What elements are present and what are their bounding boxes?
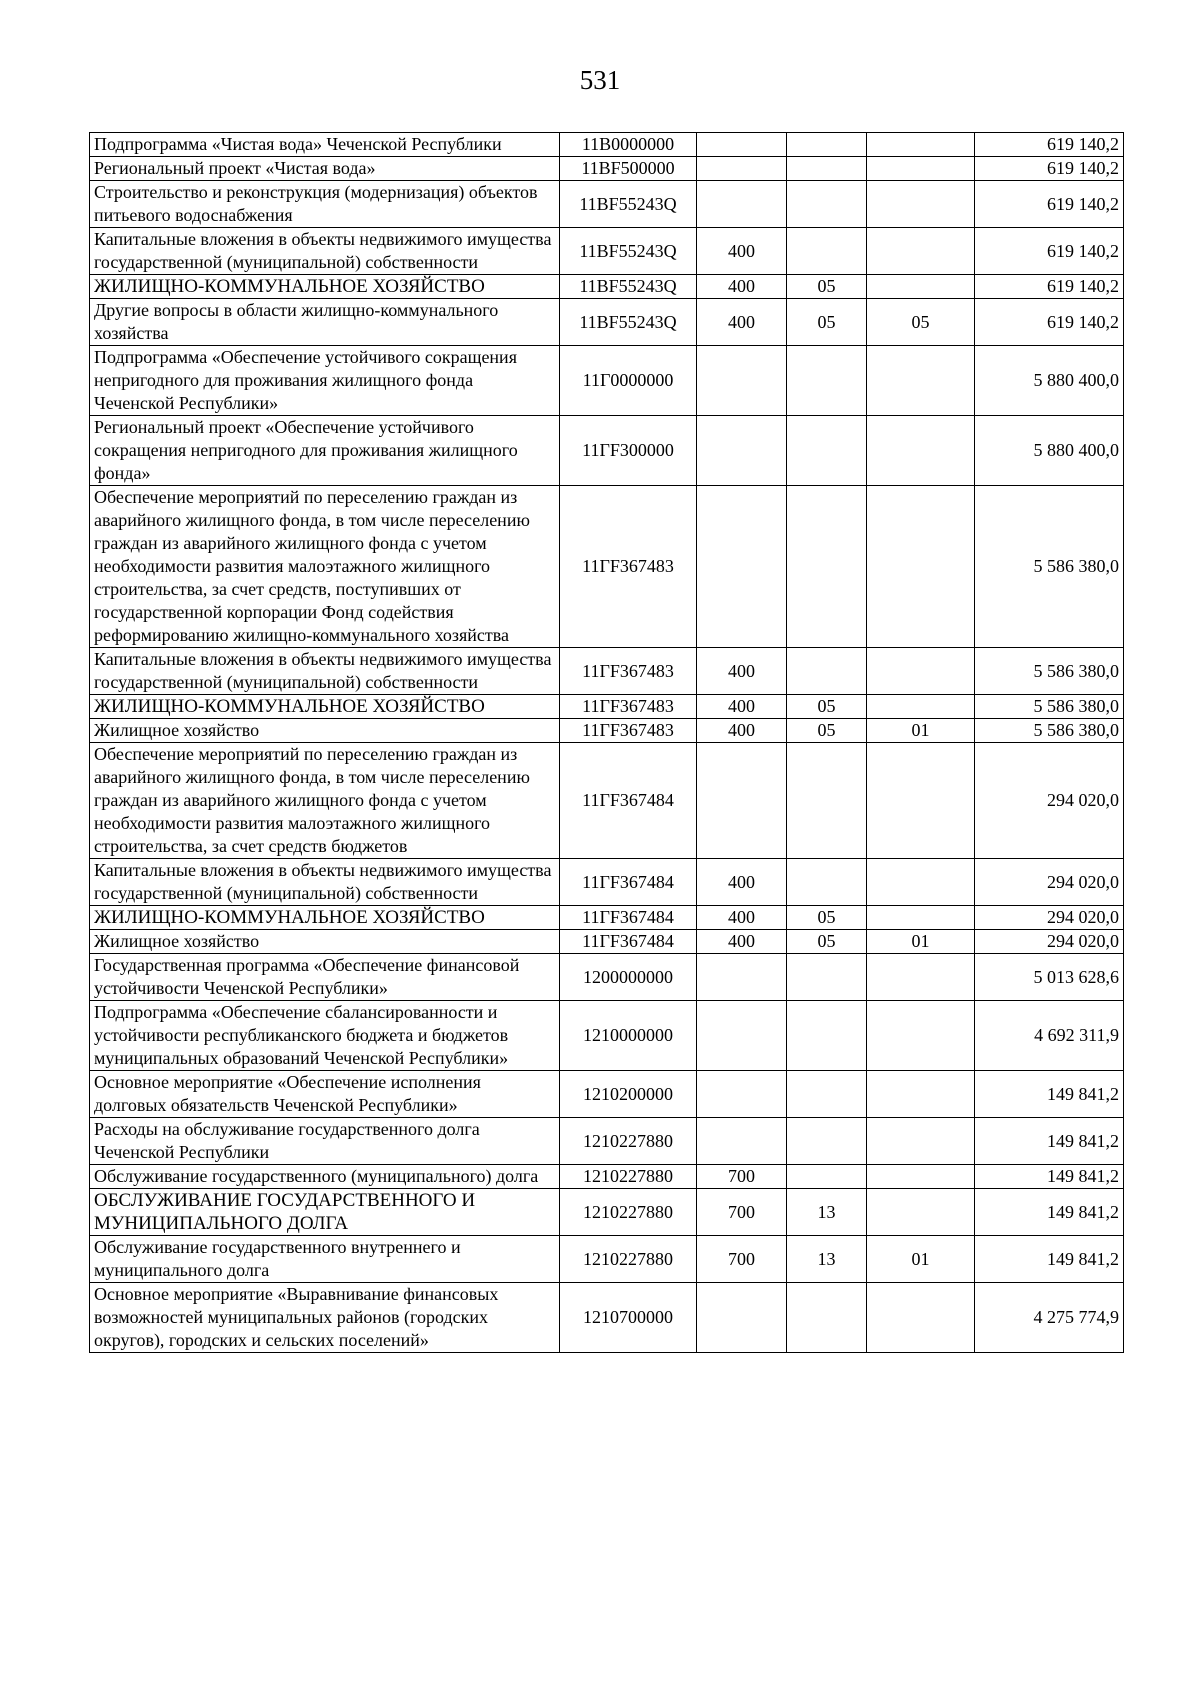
row-subsection-cell	[867, 1001, 975, 1071]
row-subsection-cell	[867, 1189, 975, 1236]
row-amount-cell: 5 586 380,0	[975, 648, 1124, 695]
row-expense-type-cell: 400	[697, 930, 787, 954]
row-code-cell: 1210227880	[560, 1236, 697, 1283]
table-row	[90, 133, 1124, 157]
row-subsection-cell: 01	[867, 1236, 975, 1283]
row-expense-type-cell	[697, 181, 787, 228]
table-row	[90, 954, 1124, 1001]
row-name-cell: Капитальные вложения в объекты недвижимого имущества государственной (муниципальной) собственности	[90, 228, 560, 275]
row-subsection-cell	[867, 954, 975, 1001]
row-subsection-cell	[867, 743, 975, 859]
row-expense-type-cell	[697, 1118, 787, 1165]
row-code-cell: 1210227880	[560, 1165, 697, 1189]
row-code-cell: 11ВF55243Q	[560, 228, 697, 275]
row-expense-type-cell	[697, 157, 787, 181]
row-section-cell: 13	[787, 1189, 867, 1236]
table-row	[90, 743, 1124, 859]
table-row	[90, 1283, 1124, 1353]
row-subsection-cell	[867, 346, 975, 416]
row-section-cell: 05	[787, 695, 867, 719]
row-amount-cell: 294 020,0	[975, 743, 1124, 859]
row-name-cell: Основное мероприятие «Выравнивание финансовых возможностей муниципальных районов (городских округов), городских и сельских поселений»	[90, 1283, 560, 1353]
table-row	[90, 1001, 1124, 1071]
budget-table-body	[90, 133, 1124, 1353]
row-expense-type-cell	[697, 416, 787, 486]
row-amount-cell: 619 140,2	[975, 228, 1124, 275]
table-row	[90, 906, 1124, 930]
table-row	[90, 486, 1124, 648]
row-name-cell: Государственная программа «Обеспечение финансовой устойчивости Чеченской Республики»	[90, 954, 560, 1001]
row-code-cell: 11В0000000	[560, 133, 697, 157]
row-code-cell: 11ГF367484	[560, 906, 697, 930]
table-row	[90, 859, 1124, 906]
row-expense-type-cell: 700	[697, 1165, 787, 1189]
row-subsection-cell	[867, 181, 975, 228]
row-expense-type-cell	[697, 346, 787, 416]
row-section-cell: 05	[787, 906, 867, 930]
row-name-cell: Жилищное хозяйство	[90, 930, 560, 954]
row-amount-cell: 149 841,2	[975, 1236, 1124, 1283]
row-amount-cell: 294 020,0	[975, 906, 1124, 930]
row-name-cell: Подпрограмма «Обеспечение устойчивого сокращения непригодного для проживания жилищного фонда Чеченской Республики»	[90, 346, 560, 416]
table-row	[90, 1118, 1124, 1165]
row-code-cell: 1210227880	[560, 1189, 697, 1236]
row-code-cell: 11ГF367483	[560, 719, 697, 743]
row-name-cell: Региональный проект «Обеспечение устойчивого сокращения непригодного для проживания жилищного фонда»	[90, 416, 560, 486]
row-section-cell: 13	[787, 1236, 867, 1283]
row-code-cell: 11ГF300000	[560, 416, 697, 486]
row-subsection-cell: 05	[867, 299, 975, 346]
row-amount-cell: 149 841,2	[975, 1071, 1124, 1118]
row-name-cell: Обеспечение мероприятий по переселению граждан из аварийного жилищного фонда, в том числе переселению граждан из аварийного жилищного фонда с учетом необходимости развития малоэтажного жилищного строительства, за счет средств, поступивших от государственной корпорации Фонд содействия реформированию жилищно-коммунального хозяйства	[90, 486, 560, 648]
row-code-cell: 11Г0000000	[560, 346, 697, 416]
row-expense-type-cell	[697, 486, 787, 648]
row-name-cell: Капитальные вложения в объекты недвижимого имущества государственной (муниципальной) собственности	[90, 648, 560, 695]
row-expense-type-cell	[697, 1071, 787, 1118]
row-amount-cell: 5 880 400,0	[975, 346, 1124, 416]
row-expense-type-cell: 400	[697, 859, 787, 906]
row-code-cell: 11ГF367484	[560, 859, 697, 906]
row-amount-cell: 5 586 380,0	[975, 486, 1124, 648]
table-row	[90, 157, 1124, 181]
row-code-cell: 11ГF367483	[560, 486, 697, 648]
row-name-cell: ЖИЛИЩНО-КОММУНАЛЬНОЕ ХОЗЯЙСТВО	[90, 906, 560, 930]
row-expense-type-cell: 400	[697, 648, 787, 695]
row-subsection-cell	[867, 695, 975, 719]
row-subsection-cell	[867, 157, 975, 181]
row-expense-type-cell	[697, 954, 787, 1001]
row-name-cell: Подпрограмма «Обеспечение сбалансированности и устойчивости республиканского бюджета и бюджетов муниципальных образований Чеченской Республики»	[90, 1001, 560, 1071]
row-section-cell	[787, 486, 867, 648]
row-expense-type-cell	[697, 1283, 787, 1353]
row-amount-cell: 149 841,2	[975, 1118, 1124, 1165]
row-amount-cell: 5 880 400,0	[975, 416, 1124, 486]
row-code-cell: 11ГF367484	[560, 930, 697, 954]
page-number: 531	[579, 65, 621, 95]
table-row	[90, 648, 1124, 695]
row-section-cell	[787, 859, 867, 906]
row-amount-cell: 294 020,0	[975, 859, 1124, 906]
table-row	[90, 695, 1124, 719]
row-code-cell: 1210000000	[560, 1001, 697, 1071]
row-amount-cell: 5 586 380,0	[975, 719, 1124, 743]
row-subsection-cell	[867, 228, 975, 275]
row-subsection-cell: 01	[867, 719, 975, 743]
row-amount-cell: 619 140,2	[975, 275, 1124, 299]
row-subsection-cell	[867, 1118, 975, 1165]
table-row	[90, 416, 1124, 486]
row-section-cell: 05	[787, 930, 867, 954]
row-subsection-cell	[867, 416, 975, 486]
row-amount-cell: 4 275 774,9	[975, 1283, 1124, 1353]
row-section-cell	[787, 743, 867, 859]
row-subsection-cell	[867, 486, 975, 648]
row-subsection-cell	[867, 906, 975, 930]
row-subsection-cell	[867, 275, 975, 299]
row-expense-type-cell: 400	[697, 906, 787, 930]
row-code-cell: 11ВF55243Q	[560, 275, 697, 299]
row-expense-type-cell	[697, 1001, 787, 1071]
row-name-cell: Обеспечение мероприятий по переселению граждан из аварийного жилищного фонда, в том числе переселению граждан из аварийного жилищного фонда с учетом необходимости развития малоэтажного жилищного строительства, за счет средств бюджетов	[90, 743, 560, 859]
row-name-cell: Жилищное хозяйство	[90, 719, 560, 743]
row-code-cell: 1210227880	[560, 1118, 697, 1165]
row-amount-cell: 4 692 311,9	[975, 1001, 1124, 1071]
row-amount-cell: 619 140,2	[975, 157, 1124, 181]
row-expense-type-cell: 400	[697, 719, 787, 743]
row-name-cell: Строительство и реконструкция (модернизация) объектов питьевого водоснабжения	[90, 181, 560, 228]
row-amount-cell: 294 020,0	[975, 930, 1124, 954]
row-name-cell: ЖИЛИЩНО-КОММУНАЛЬНОЕ ХОЗЯЙСТВО	[90, 695, 560, 719]
table-row	[90, 228, 1124, 275]
table-row	[90, 930, 1124, 954]
row-section-cell	[787, 1283, 867, 1353]
row-name-cell: Подпрограмма «Чистая вода» Чеченской Республики	[90, 133, 560, 157]
row-subsection-cell	[867, 1283, 975, 1353]
row-amount-cell: 149 841,2	[975, 1165, 1124, 1189]
row-name-cell: Региональный проект «Чистая вода»	[90, 157, 560, 181]
table-row	[90, 181, 1124, 228]
row-section-cell	[787, 1001, 867, 1071]
row-name-cell: ЖИЛИЩНО-КОММУНАЛЬНОЕ ХОЗЯЙСТВО	[90, 275, 560, 299]
row-name-cell: Другие вопросы в области жилищно-коммунального хозяйства	[90, 299, 560, 346]
row-amount-cell: 149 841,2	[975, 1189, 1124, 1236]
table-row	[90, 1189, 1124, 1236]
row-code-cell: 11ВF55243Q	[560, 181, 697, 228]
row-expense-type-cell: 700	[697, 1236, 787, 1283]
table-row	[90, 1236, 1124, 1283]
row-section-cell	[787, 416, 867, 486]
row-code-cell: 1210200000	[560, 1071, 697, 1118]
row-expense-type-cell	[697, 743, 787, 859]
row-code-cell: 11ВF500000	[560, 157, 697, 181]
row-code-cell: 11ВF55243Q	[560, 299, 697, 346]
row-section-cell	[787, 181, 867, 228]
row-section-cell: 05	[787, 719, 867, 743]
table-row	[90, 1165, 1124, 1189]
row-section-cell: 05	[787, 275, 867, 299]
row-subsection-cell	[867, 133, 975, 157]
row-amount-cell: 619 140,2	[975, 133, 1124, 157]
row-name-cell: Капитальные вложения в объекты недвижимого имущества государственной (муниципальной) собственности	[90, 859, 560, 906]
row-section-cell	[787, 648, 867, 695]
row-subsection-cell: 01	[867, 930, 975, 954]
row-name-cell: Обслуживание государственного внутреннего и муниципального долга	[90, 1236, 560, 1283]
row-amount-cell: 5 013 628,6	[975, 954, 1124, 1001]
budget-table	[89, 132, 1124, 1353]
table-row	[90, 275, 1124, 299]
row-code-cell: 1210700000	[560, 1283, 697, 1353]
row-name-cell: Обслуживание государственного (муниципального) долга	[90, 1165, 560, 1189]
row-code-cell: 11ГF367484	[560, 743, 697, 859]
row-expense-type-cell: 400	[697, 275, 787, 299]
row-amount-cell: 5 586 380,0	[975, 695, 1124, 719]
table-row	[90, 1071, 1124, 1118]
row-expense-type-cell	[697, 133, 787, 157]
row-section-cell	[787, 346, 867, 416]
row-name-cell: ОБСЛУЖИВАНИЕ ГОСУДАРСТВЕННОГО И МУНИЦИПАЛЬНОГО ДОЛГА	[90, 1189, 560, 1236]
row-subsection-cell	[867, 1165, 975, 1189]
row-section-cell	[787, 1118, 867, 1165]
row-subsection-cell	[867, 1071, 975, 1118]
row-expense-type-cell: 400	[697, 695, 787, 719]
row-amount-cell: 619 140,2	[975, 181, 1124, 228]
row-expense-type-cell: 400	[697, 299, 787, 346]
row-subsection-cell	[867, 859, 975, 906]
row-section-cell	[787, 1071, 867, 1118]
row-code-cell: 1200000000	[560, 954, 697, 1001]
row-subsection-cell	[867, 648, 975, 695]
row-amount-cell: 619 140,2	[975, 299, 1124, 346]
row-section-cell	[787, 954, 867, 1001]
row-section-cell: 05	[787, 299, 867, 346]
row-section-cell	[787, 228, 867, 275]
row-expense-type-cell: 400	[697, 228, 787, 275]
row-section-cell	[787, 1165, 867, 1189]
row-expense-type-cell: 700	[697, 1189, 787, 1236]
table-row	[90, 299, 1124, 346]
row-section-cell	[787, 157, 867, 181]
row-name-cell: Расходы на обслуживание государственного долга Чеченской Республики	[90, 1118, 560, 1165]
row-section-cell	[787, 133, 867, 157]
row-code-cell: 11ГF367483	[560, 648, 697, 695]
table-row	[90, 719, 1124, 743]
row-code-cell: 11ГF367483	[560, 695, 697, 719]
table-row	[90, 346, 1124, 416]
row-name-cell: Основное мероприятие «Обеспечение исполнения долговых обязательств Чеченской Республики»	[90, 1071, 560, 1118]
